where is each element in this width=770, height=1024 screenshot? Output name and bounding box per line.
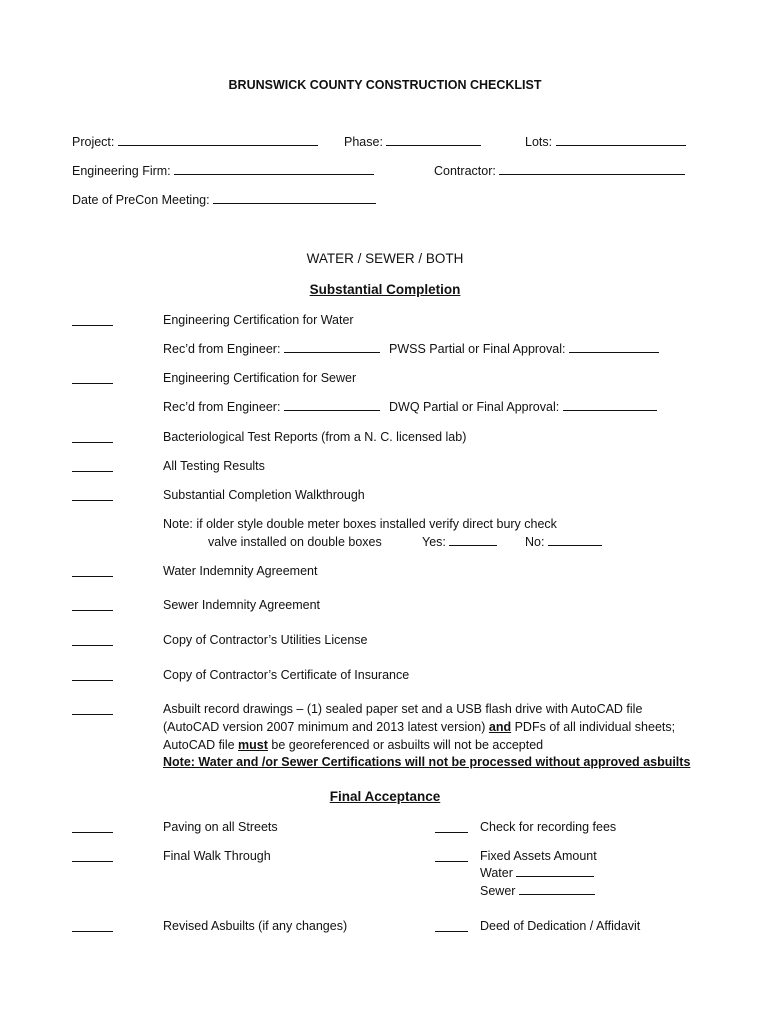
fixed-assets-label: Fixed Assets Amount xyxy=(480,849,597,863)
yes-field xyxy=(422,534,497,550)
checkbox-paving[interactable] xyxy=(72,832,113,833)
yes-label: Yes: xyxy=(422,535,446,549)
checkbox-deed[interactable] xyxy=(435,931,468,932)
checkbox-bacteriological[interactable] xyxy=(72,442,113,443)
dwq-blank[interactable] xyxy=(563,399,657,411)
fixed-assets-sewer-label: Sewer xyxy=(480,884,516,898)
recd-water-label: Rec’d from Engineer: xyxy=(163,342,281,356)
checkbox-water-indemnity[interactable] xyxy=(72,576,113,577)
checkbox-all-testing[interactable] xyxy=(72,471,113,472)
recd-sewer-blank[interactable] xyxy=(284,399,380,411)
lots-label: Lots: xyxy=(525,135,553,149)
no-blank[interactable] xyxy=(548,534,602,546)
eng-cert-water-label: Engineering Certification for Water xyxy=(163,313,354,327)
phase-blank[interactable] xyxy=(386,134,481,146)
paving-label: Paving on all Streets xyxy=(163,820,278,834)
all-testing-label: All Testing Results xyxy=(163,459,265,473)
checkbox-recording-fees[interactable] xyxy=(435,832,468,833)
project-blank[interactable] xyxy=(118,134,318,146)
asbuilt-line1: Asbuilt record drawings – (1) sealed paper set and a USB flash drive with AutoCAD file xyxy=(163,702,643,716)
recd-water-field xyxy=(163,341,380,357)
lots-blank[interactable] xyxy=(556,134,686,146)
sewer-indemnity-label: Sewer Indemnity Agreement xyxy=(163,598,321,612)
insurance-label: Copy of Contractor’s Certificate of Insurance xyxy=(163,668,410,682)
final-acceptance-heading: Final Acceptance xyxy=(329,789,441,804)
checkbox-utilities-license[interactable] xyxy=(72,645,113,646)
recording-fees-label: Check for recording fees xyxy=(480,820,617,834)
yes-blank[interactable] xyxy=(449,534,497,546)
dwq-label: DWQ Partial or Final Approval: xyxy=(389,400,560,414)
asbuilt-note: Note: Water and /or Sewer Certifications will not be processed without approved asbuilts xyxy=(163,755,691,769)
fixed-assets-water-label: Water xyxy=(480,866,513,880)
checkbox-eng-cert-sewer[interactable] xyxy=(72,383,113,384)
revised-asbuilts-label: Revised Asbuilts (if any changes) xyxy=(163,919,348,933)
project-field xyxy=(72,134,318,150)
contractor-label: Contractor: xyxy=(434,164,496,178)
bacteriological-label: Bacteriological Test Reports (from a N. C. licensed lab) xyxy=(163,430,467,444)
precon-date-label: Date of PreCon Meeting: xyxy=(72,193,210,207)
checkbox-revised-asbuilts[interactable] xyxy=(72,931,113,932)
page-title: BRUNSWICK COUNTY CONSTRUCTION CHECKLIST xyxy=(228,78,542,92)
checkbox-sewer-indemnity[interactable] xyxy=(72,610,113,611)
precon-date-field xyxy=(72,192,376,208)
engineering-firm-blank[interactable] xyxy=(174,163,374,175)
asbuilt-line3-text: AutoCAD file xyxy=(163,738,235,752)
asbuilt-and-emphasis: and xyxy=(488,720,512,734)
checkbox-asbuilt[interactable] xyxy=(72,714,113,715)
asbuilt-line3 xyxy=(163,737,543,753)
pwss-blank[interactable] xyxy=(569,341,659,353)
recd-sewer-label: Rec’d from Engineer: xyxy=(163,400,281,414)
checkbox-eng-cert-water[interactable] xyxy=(72,325,113,326)
asbuilt-must-emphasis: must xyxy=(238,738,268,752)
checkbox-walkthrough[interactable] xyxy=(72,500,113,501)
utilities-license-label: Copy of Contractor’s Utilities License xyxy=(163,633,368,647)
final-walk-through-label: Final Walk Through xyxy=(163,849,271,863)
phase-field xyxy=(344,134,481,150)
asbuilt-line2-pdfs: PDFs of all individual sheets; xyxy=(514,720,676,734)
scope-selector[interactable]: WATER / SEWER / BOTH xyxy=(306,251,464,266)
recd-water-blank[interactable] xyxy=(284,341,380,353)
checkbox-final-walk-through[interactable] xyxy=(72,861,113,862)
dwq-field xyxy=(389,399,657,415)
deed-label: Deed of Dedication / Affidavit xyxy=(480,919,641,933)
no-label: No: xyxy=(525,535,545,549)
water-indemnity-label: Water Indemnity Agreement xyxy=(163,564,318,578)
lots-field xyxy=(525,134,686,150)
asbuilt-line2 xyxy=(163,719,675,735)
no-field xyxy=(525,534,602,550)
fixed-assets-sewer-field xyxy=(480,883,595,899)
fixed-assets-water-blank[interactable] xyxy=(516,865,594,877)
substantial-completion-heading: Substantial Completion xyxy=(309,282,461,297)
contractor-field xyxy=(434,163,685,179)
eng-cert-sewer-label: Engineering Certification for Sewer xyxy=(163,371,357,385)
meter-box-note-line1: Note: if older style double meter boxes installed verify direct bury check xyxy=(163,517,557,531)
engineering-firm-field xyxy=(72,163,374,179)
asbuilt-line2-text: (AutoCAD version 2007 minimum and 2013 latest version) xyxy=(163,720,486,734)
walkthrough-label: Substantial Completion Walkthrough xyxy=(163,488,365,502)
checkbox-fixed-assets[interactable] xyxy=(435,861,468,862)
checkbox-insurance[interactable] xyxy=(72,680,113,681)
pwss-label: PWSS Partial or Final Approval: xyxy=(389,342,566,356)
phase-label: Phase: xyxy=(344,135,383,149)
fixed-assets-sewer-blank[interactable] xyxy=(519,883,595,895)
engineering-firm-label: Engineering Firm: xyxy=(72,164,171,178)
project-label: Project: xyxy=(72,135,115,149)
meter-box-note-line2: valve installed on double boxes xyxy=(208,535,382,549)
recd-sewer-field xyxy=(163,399,380,415)
pwss-field xyxy=(389,341,659,357)
asbuilt-line3-rest: be georeferenced or asbuilts will not be accepted xyxy=(271,738,544,752)
contractor-blank[interactable] xyxy=(499,163,685,175)
fixed-assets-water-field xyxy=(480,865,594,881)
precon-date-blank[interactable] xyxy=(213,192,376,204)
